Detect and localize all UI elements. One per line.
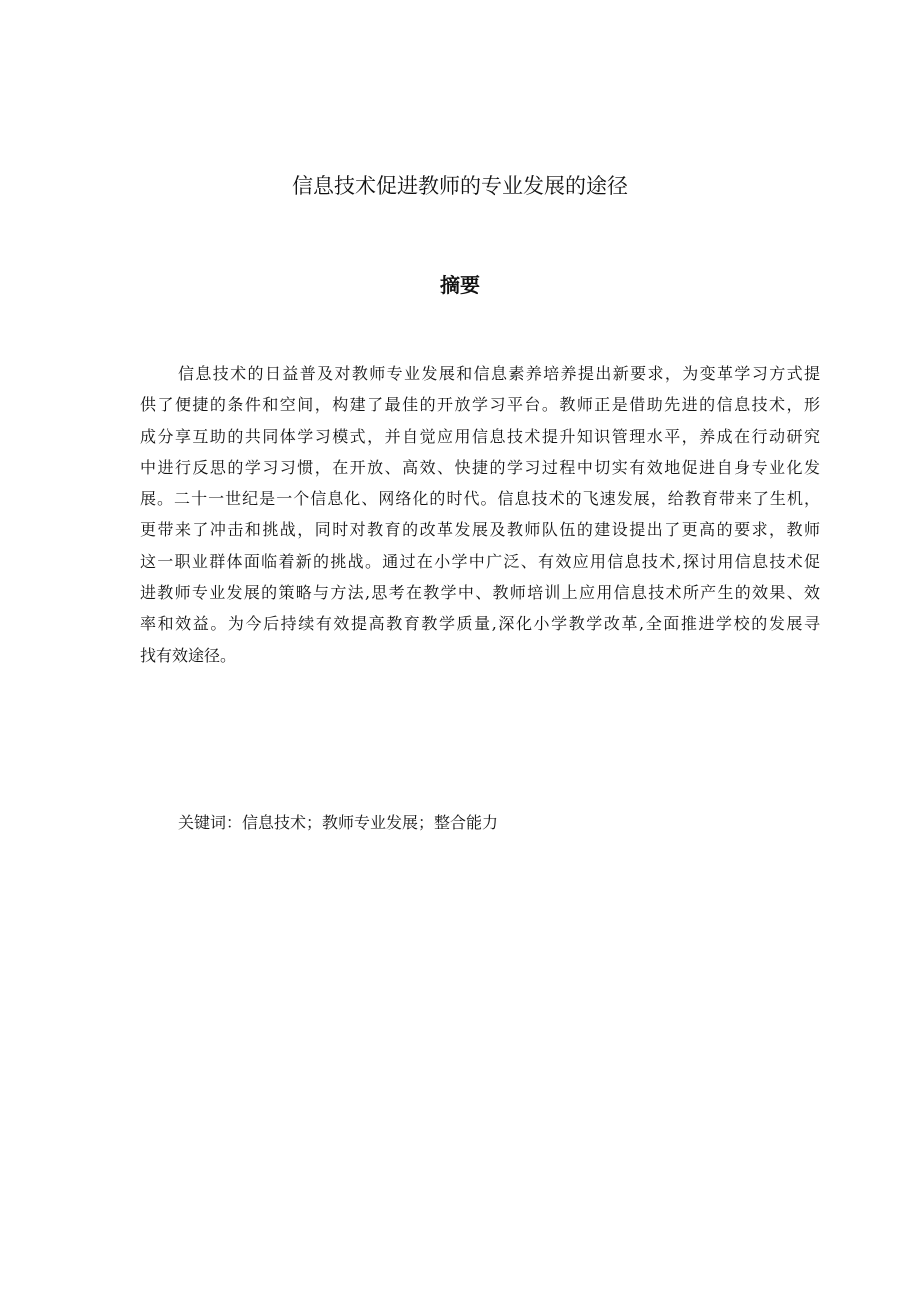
abstract-line: 供了便捷的条件和空间，构建了最佳的开放学习平台。教师正是借助先进的信息技术，形 (140, 395, 820, 415)
abstract-line: 成分享互助的共同体学习模式，并自觉应用信息技术提升知识管理水平，养成在行动研究 (140, 426, 820, 446)
abstract-line: 率和效益。为今后持续有效提高教育教学质量,深化小学教学改革,全面推进学校的发展寻 (140, 614, 820, 634)
abstract-heading: 摘要 (440, 273, 480, 297)
abstract-line: 更带来了冲击和挑战，同时对教育的改革发展及教师队伍的建设提出了更高的要求，教师 (140, 520, 820, 540)
abstract-line: 进教师专业发展的策略与方法,思考在教学中、教师培训上应用信息技术所产生的效果、效 (140, 583, 820, 603)
abstract-line: 信息技术的日益普及对教师专业发展和信息素养培养提出新要求，为变革学习方式提 (178, 364, 820, 383)
abstract-body (140, 358, 820, 671)
keywords-line: 关键词：信息技术；教师专业发展；整合能力 (178, 813, 499, 832)
document-title: 信息技术促进教师的专业发展的途径 (292, 174, 628, 198)
abstract-line: 中进行反思的学习习惯，在开放、高效、快捷的学习过程中切实有效地促进自身专业化发 (140, 457, 820, 477)
abstract-line: 找有效途径。 (140, 645, 237, 665)
abstract-line: 展。二十一世纪是一个信息化、网络化的时代。信息技术的飞速发展，给教育带来了生机， (140, 489, 820, 509)
abstract-line: 这一职业群体面临着新的挑战。通过在小学中广泛、有效应用信息技术,探讨用信息技术促 (140, 551, 820, 571)
